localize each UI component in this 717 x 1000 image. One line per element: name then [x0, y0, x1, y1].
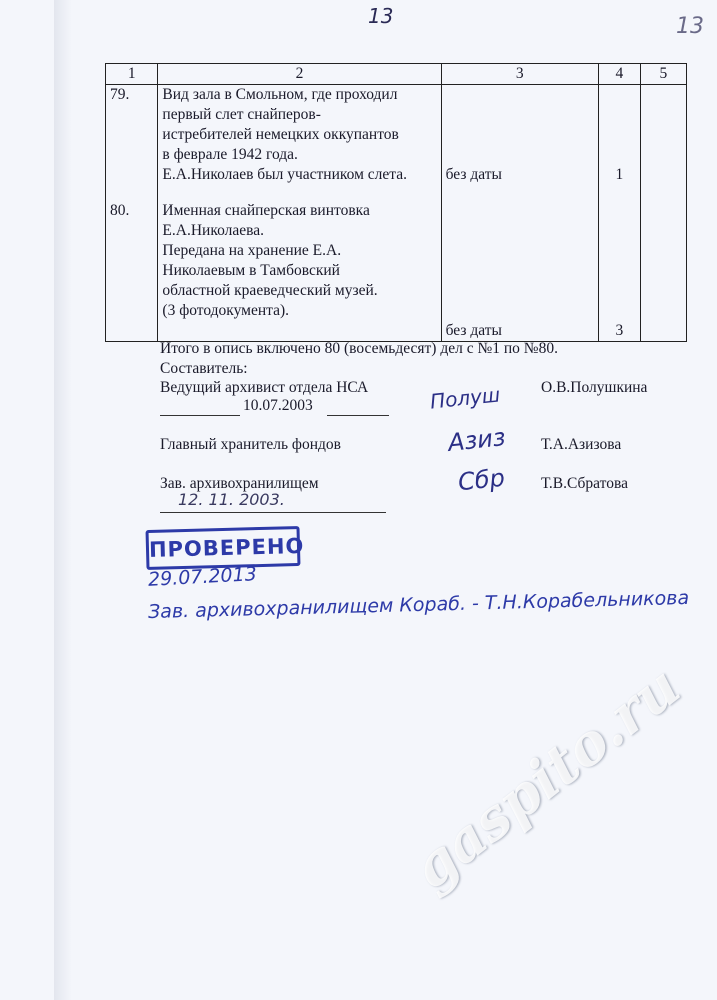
page-number-top: 13	[368, 4, 394, 28]
description-line: первый слет снайперов-	[162, 106, 321, 123]
signature-chief-keeper: Азиз	[446, 423, 507, 457]
lead-archivist-name: О.В.Полушкина	[541, 379, 648, 396]
signature-line	[160, 512, 386, 513]
total-statement: Итого в опись включено 80 (восемьдесят) дел с №1 по №80.	[160, 340, 558, 357]
table-header-row	[106, 64, 687, 85]
table-body-row	[106, 85, 687, 342]
watermark: gaspito.ru	[400, 653, 693, 903]
binding-edge	[54, 0, 72, 1000]
head-storage-name: Т.В.Сбратова	[541, 475, 628, 492]
head-storage-title: Зав. архивохранилищем	[160, 475, 319, 492]
description-line: областной краеведческий музей.	[162, 282, 378, 299]
column-header: 3	[441, 64, 598, 85]
description-line: (3 фотодокумента).	[162, 302, 290, 319]
signature-line	[327, 415, 389, 416]
entry-count: 1	[615, 166, 624, 183]
lead-archivist-title: Ведущий архивист отдела НСА	[160, 379, 369, 396]
entry-count-cell	[598, 85, 640, 342]
entry-description-cell	[158, 85, 441, 342]
compiler-label: Составитель:	[160, 360, 248, 377]
chief-keeper-title: Главный хранитель фондов	[160, 436, 341, 453]
column-header: 5	[640, 64, 686, 85]
entry-date: без даты	[445, 322, 502, 339]
signature-lead-archivist: Полуш	[428, 382, 502, 414]
stamp-date: 29.07.2013	[147, 563, 258, 591]
column-header: 1	[106, 64, 158, 85]
description-line: Вид зала в Смольном, где проходил	[162, 86, 398, 103]
page-number-corner: 13	[676, 14, 704, 39]
signature-line	[160, 415, 240, 416]
description-line: Именная снайперская винтовка	[162, 202, 370, 219]
description-line: Передана на хранение Е.А.	[162, 242, 342, 259]
signature-head-storage: Сбр	[456, 463, 507, 497]
head-storage-date: 12. 11. 2003.	[178, 490, 285, 509]
description-line: Николаевым в Тамбовский	[162, 262, 340, 279]
entry-number: 80.	[110, 202, 130, 219]
lead-archivist-date: 10.07.2003	[243, 397, 313, 414]
chief-keeper-name: Т.А.Азизова	[541, 436, 622, 453]
column-header: 2	[158, 64, 441, 85]
entry-number-cell	[106, 85, 158, 342]
description-line: в феврале 1942 года.	[162, 146, 298, 163]
description-line: Е.А.Николаев был участником слета.	[162, 166, 407, 183]
entry-count: 3	[615, 322, 624, 339]
description-line: Е.А.Николаева.	[162, 222, 264, 239]
entry-notes-cell	[640, 85, 686, 342]
column-header: 4	[598, 64, 640, 85]
stamp-note: Зав. архивохранилищем Кораб. - Т.Н.Корабельникова	[147, 586, 690, 624]
verified-stamp: ПРОВЕРЕНО	[146, 526, 301, 570]
entry-number: 79.	[110, 86, 130, 103]
entry-date: без даты	[445, 166, 502, 183]
description-line: истребителей немецких оккупантов	[162, 126, 399, 143]
entry-date-cell	[441, 85, 598, 342]
inventory-table	[105, 63, 687, 342]
